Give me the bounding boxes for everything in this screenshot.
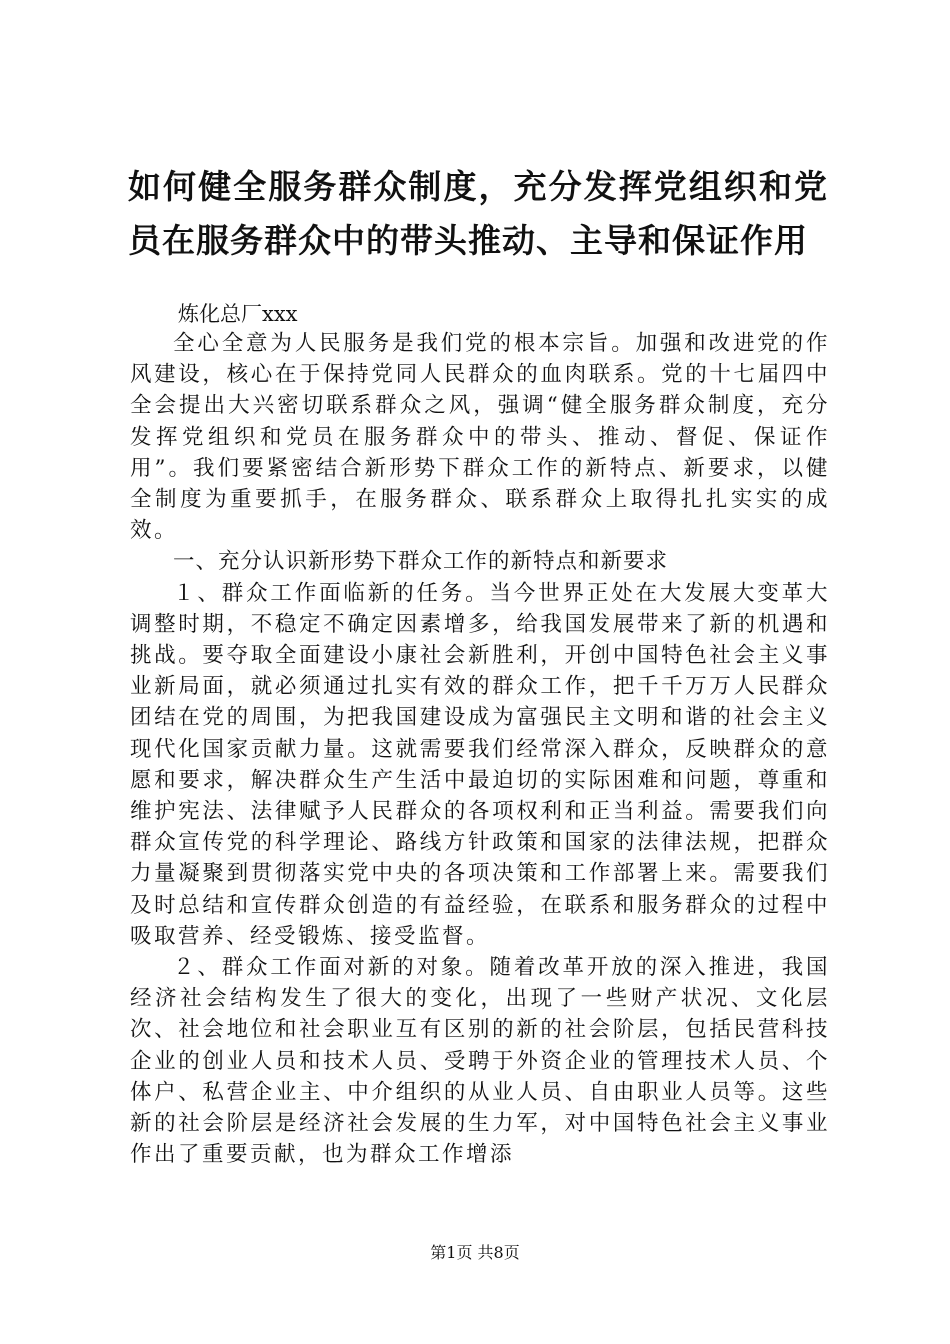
body-paragraph-point-2: ２、群众工作面对新的对象。随着改革开放的深入推进，我国经济社会结构发生了很大的变化，出现了一些财产状况、文化层次、社会地位和社会职业互有区别的新的社会阶层，包括民营科技企业的创业人员和技术人员、受聘于外资企业的管理技术人员、个体户、私营企业主、中介组织的从业人员、自由职业人员等。这些新的社会阶层是经济社会发展的生力军，对中国特色社会主义事业作出了重要贡献，也为群众工作增添 bbox=[130, 955, 830, 1168]
author-line: 炼化总厂xxx bbox=[178, 302, 298, 326]
document-body bbox=[130, 328, 830, 1170]
body-paragraph-intro: 全心全意为人民服务是我们党的根本宗旨。加强和改进党的作风建设，核心在于保持党同人民群众的血肉联系。党的十七届四中全会提出大兴密切联系群众之风，强调“健全服务群众制度，充分发挥党组织和党员在服务群众中的带头、推动、督促、保证作用”。我们要紧密结合新形势下群众工作的新特点、新要求，以健全制度为重要抓手，在服务群众、联系群众上取得扎扎实实的成效。 bbox=[130, 331, 830, 544]
page-footer: 第1页 共8页 bbox=[430, 1243, 520, 1262]
document-title: 如何健全服务群众制度，充分发挥党组织和党员在服务群众中的带头推动、主导和保证作用 bbox=[128, 167, 828, 260]
body-paragraph-point-1: １、群众工作面临新的任务。当今世界正处在大发展大变革大调整时期，不稳定不确定因素增多，给我国发展带来了新的机遇和挑战。要夺取全面建设小康社会新胜利，开创中国特色社会主义事业新局面，就必须通过扎实有效的群众工作，把千千万万人民群众团结在党的周围，为把我国建设成为富强民主文明和谐的社会主义现代化国家贡献力量。这就需要我们经常深入群众，反映群众的意愿和要求，解决群众生产生活中最迫切的实际困难和问题，尊重和维护宪法、法律赋予人民群众的各项权利和正当利益。需要我们向群众宣传党的科学理论、路线方针政策和国家的法律法规，把群众力量凝聚到贯彻落实党中央的各项决策和工作部署上来。需要我们及时总结和宣传群众创造的有益经验，在联系和服务群众的过程中吸取营养、经受锻炼、接受监督。 bbox=[130, 580, 830, 949]
section-heading-1: 一、充分认识新形势下群众工作的新特点和新要求 bbox=[173, 549, 669, 575]
